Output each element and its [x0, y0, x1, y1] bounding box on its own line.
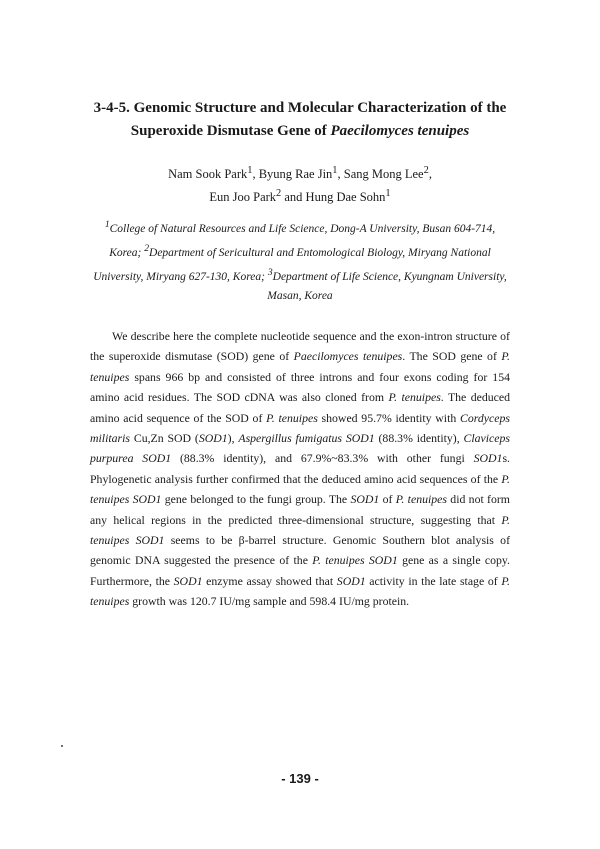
abstract-text: (88.3% identity), and 67.9%~83.3% with other fungi [171, 451, 474, 466]
abstract-text: . The deduced amino acid sequence of the SOD of [90, 390, 510, 425]
title-species: Paecilomyces tenuipes [330, 123, 470, 139]
title-line-1: 3-4-5. Genomic Structure and Molecular Characterization of the [93, 100, 507, 116]
abstract-italic: SOD1 [473, 451, 503, 466]
author-line-2 [60, 184, 540, 207]
abstract-text: (88.3% identity), [374, 431, 464, 446]
author-list [60, 161, 540, 207]
author-name: Nam Sook Park [168, 167, 248, 182]
abstract-italic: SOD1 [198, 431, 228, 446]
affiliations [90, 215, 510, 306]
affiliation-text: Department of Sericultural and Entomological Biology, Miryang National University, Miryang 627-130, Korea; [93, 246, 491, 283]
abstract [90, 326, 510, 612]
author-line-1 [60, 161, 540, 184]
title-line-2 [60, 120, 540, 143]
paper-title [60, 97, 540, 143]
abstract-italic: SOD1 [350, 492, 380, 507]
abstract-italic: SOD1 [336, 573, 366, 588]
abstract-italic: Aspergillus fumigatus SOD1 [238, 431, 375, 446]
affiliation-text: College of Natural Resources and Life Science, Dong-A University, Busan 604-714, Korea; [109, 222, 496, 259]
abstract-italic: P. tenuipes SOD1 [90, 471, 510, 507]
abstract-paragraph [90, 326, 510, 612]
abstract-italic: Cordyceps militaris [90, 410, 510, 446]
author-affiliation-mark: 1 [247, 165, 253, 176]
author-name: , Byung Rae Jin [252, 167, 333, 182]
abstract-text: enzyme assay showed that [202, 573, 337, 588]
abstract-text: showed 95.7% identity with [317, 410, 460, 425]
abstract-italic: P. tenuipes SOD1 [312, 553, 398, 568]
affiliation-mark: 1 [104, 219, 110, 230]
author-affiliation-mark: 2 [276, 188, 282, 200]
abstract-italic: SOD1 [173, 573, 203, 588]
author-affiliation-mark: 1 [385, 188, 391, 200]
abstract-italic: Paecilomyces tenuipes [293, 349, 403, 364]
abstract-italic: P. tenuipes [266, 410, 318, 425]
title-line-2-text: Superoxide Dismutase Gene of [130, 123, 331, 139]
abstract-text: gene belonged to the fungi group. The [161, 492, 351, 507]
page-number: - 139 - [281, 771, 319, 786]
abstract-text: growth was 120.7 IU/mg sample and 598.4 IU/mg protein. [129, 594, 410, 609]
author-name: and Hung Dae Sohn [281, 190, 386, 205]
abstract-text: seems to be β-barrel structure. Genomic Southern blot analysis of genomic DNA suggested the presence of the [90, 533, 511, 568]
abstract-text: activity in the late stage of [365, 573, 502, 588]
abstract-italic: Claviceps purpurea SOD1 [90, 431, 511, 466]
abstract-italic: P. tenuipes [90, 573, 510, 609]
abstract-text: Cu,Zn SOD ( [130, 431, 199, 446]
abstract-text: ), [227, 431, 239, 446]
abstract-italic: P. tenuipes [395, 492, 447, 507]
abstract-text: . The SOD gene of [402, 349, 502, 364]
scan-speck [61, 745, 63, 747]
author-name: , Sang Mong Lee [337, 167, 424, 182]
abstract-text: spans 966 bp and consisted of three introns and four exons coding for 154 amino acid residues. The SOD cDNA was also cloned from [90, 369, 510, 405]
author-name: Eun Joo Park [209, 190, 277, 205]
abstract-italic: P. tenuipes [90, 349, 510, 384]
affiliation-mark: 3 [267, 266, 273, 278]
abstract-italic: P. tenuipes [388, 390, 441, 405]
author-affiliation-mark: 1 [332, 165, 338, 176]
abstract-text: gene as a single copy. Furthermore, the [90, 553, 511, 588]
abstract-text: s. Phylogenetic analysis further confirmed that the deduced amino acid sequences of the [90, 451, 510, 486]
affiliation-mark: 2 [144, 242, 150, 254]
abstract-text: of [379, 492, 396, 507]
author-separator: , [428, 167, 432, 182]
affiliation-text: Department of Life Science, Kyungnam University, Masan, Korea [267, 270, 507, 303]
author-affiliation-mark: 2 [423, 165, 429, 176]
abstract-italic: P. tenuipes SOD1 [90, 512, 510, 548]
abstract-text: We describe here the complete nucleotide sequence and the exon-intron structure of the superoxide dismutase (SOD) gene of [90, 329, 510, 364]
abstract-text: did not form any helical regions in the predicted three-dimensional structure, suggesting that [90, 492, 510, 527]
